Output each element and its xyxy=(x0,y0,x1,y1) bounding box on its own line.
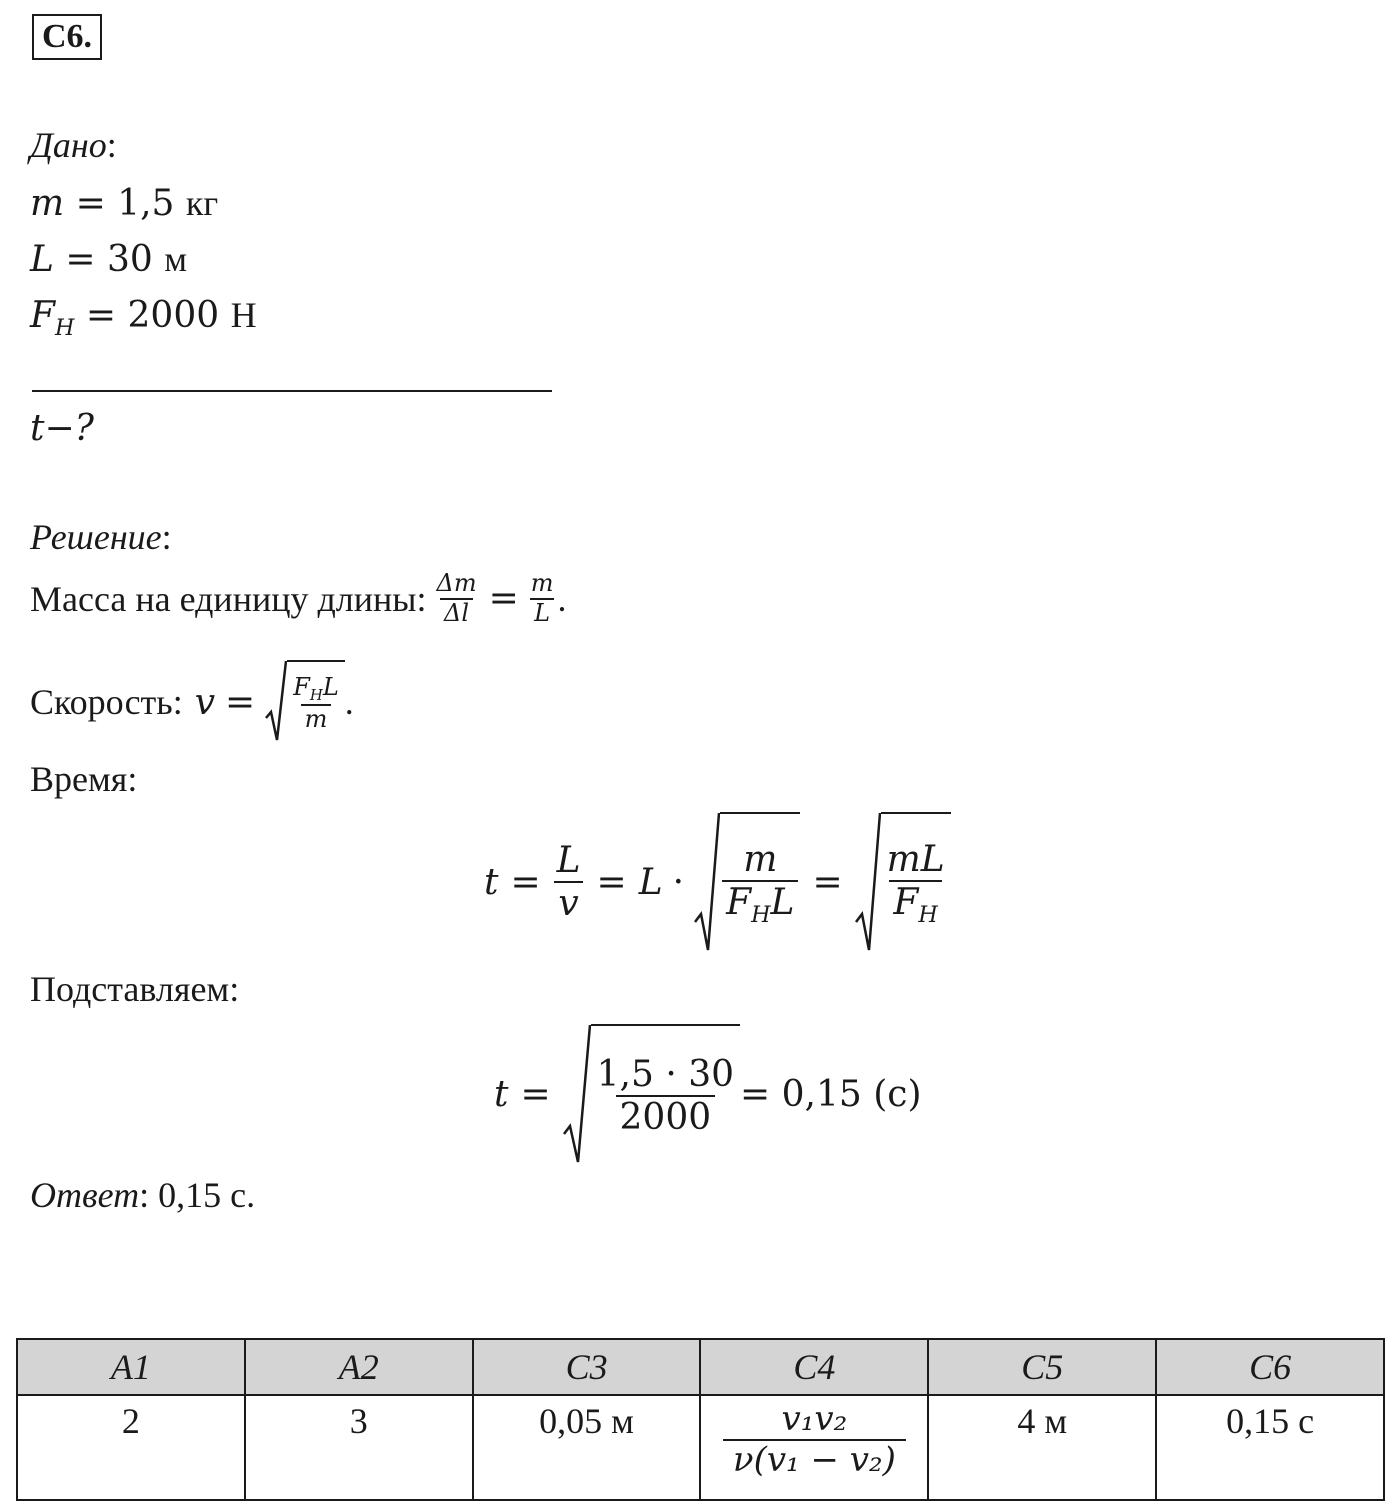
answer-table-header-row xyxy=(17,1339,1384,1395)
force-eq: = 2000 xyxy=(74,295,231,336)
sqrt-sign xyxy=(694,812,720,952)
frac-num: m xyxy=(530,569,554,597)
force-sub: H xyxy=(54,314,75,341)
problem-label: С6. xyxy=(32,14,102,60)
time-sqrt-1 xyxy=(694,812,800,952)
c4-den: ν(v₁ − v₂) xyxy=(723,1439,906,1480)
header-a1: A1 xyxy=(17,1339,245,1395)
header-a2: A2 xyxy=(245,1339,473,1395)
header-c4: C4 xyxy=(700,1339,928,1395)
time-sqrt-2 xyxy=(855,812,951,952)
substitute-label: Подставляем: xyxy=(30,969,240,1009)
time-L: L xyxy=(638,861,663,903)
time-t: t xyxy=(484,861,499,903)
speed-label: Скорость: xyxy=(30,682,183,722)
header-c5: C5 xyxy=(928,1339,1156,1395)
linear-density-frac-1 xyxy=(433,570,481,627)
given-mass xyxy=(30,182,218,224)
given-length xyxy=(30,238,187,280)
given-heading xyxy=(30,124,117,166)
given-heading-text: Дано xyxy=(30,125,107,165)
speed-var: v xyxy=(194,681,216,723)
answer-table xyxy=(16,1338,1385,1501)
unknown: t−? xyxy=(30,408,94,449)
force-symbol: F xyxy=(30,295,55,336)
sqrt-sign xyxy=(563,1024,591,1164)
time-sqrt-2-frac: $\frac{mL}{F_H}$ xyxy=(886,839,945,929)
mass-unit: кг xyxy=(185,183,219,223)
solution-heading xyxy=(30,516,172,558)
sqrt-sign xyxy=(855,812,881,952)
answer-label: Ответ xyxy=(30,1175,140,1215)
substitute-result: = 0,15 (с) xyxy=(740,1073,922,1115)
sqrt-sign xyxy=(265,660,287,744)
mass-symbol: m xyxy=(30,183,65,224)
time-formula: t = $\frac{L}{v}$ = L · $\frac{m}{F_HL}$ = $\frac{mL}{F_H}$ xyxy=(484,812,951,952)
time-label: Время: xyxy=(30,759,138,799)
value-c4 xyxy=(700,1395,928,1500)
force-unit: Н xyxy=(230,295,257,335)
linear-density-frac-2 xyxy=(527,570,558,627)
frac-den: Δl xyxy=(440,598,473,628)
mass-eq: = 1,5 xyxy=(64,183,186,224)
substitute-frac xyxy=(593,1054,738,1139)
value-a2: 3 xyxy=(245,1395,473,1500)
solution-heading-colon: : xyxy=(161,517,172,557)
answer-line xyxy=(30,1174,255,1216)
value-c5: 4 м xyxy=(928,1395,1156,1500)
value-a1: 2 xyxy=(17,1395,245,1500)
linear-density-line: Масса на единицу длины: $\frac{\Delta m}{\Delta l}$ = $\frac{m}{L}$ . xyxy=(30,569,567,627)
substitute-num: 1,5 · 30 xyxy=(596,1053,735,1095)
frac-den: L xyxy=(530,598,554,628)
substitute-formula: t = $\frac{1,5 \cdot 30}{2000}$ = 0,15 (с) xyxy=(494,1024,922,1164)
length-symbol: L xyxy=(30,239,54,280)
solution-heading-text: Решение xyxy=(30,517,162,557)
time-frac-1: $\frac{L}{v}$ xyxy=(553,840,585,925)
length-unit: м xyxy=(164,239,187,279)
speed-sqrt xyxy=(265,660,345,744)
time-sqrt-1-frac: $\frac{m}{F_HL}$ xyxy=(722,839,798,929)
answer-table-value-row xyxy=(17,1395,1384,1500)
value-c3: 0,05 м xyxy=(473,1395,701,1500)
frac-num: Δm xyxy=(436,569,477,597)
substitute-sqrt xyxy=(563,1024,740,1164)
given-force xyxy=(30,294,257,341)
given-divider xyxy=(32,390,552,392)
speed-frac: $\frac{F_HL}{m}$ xyxy=(293,673,339,734)
answer-colon: : xyxy=(139,1175,150,1215)
header-c6: C6 xyxy=(1156,1339,1384,1395)
length-eq: = 30 xyxy=(53,239,165,280)
speed-line: Скорость: v = $\frac{F_HL}{m}$ . xyxy=(30,660,354,744)
header-c3: C3 xyxy=(473,1339,701,1395)
c4-num: v₁v₂ xyxy=(781,1399,848,1439)
value-c6: 0,15 с xyxy=(1156,1395,1384,1500)
linear-density-label: Масса на единицу длины: xyxy=(30,578,427,619)
answer-value: 0,15 с. xyxy=(149,1175,256,1215)
substitute-den: 2000 xyxy=(616,1095,716,1138)
c4-frac xyxy=(723,1400,906,1480)
given-heading-colon: : xyxy=(106,125,117,165)
